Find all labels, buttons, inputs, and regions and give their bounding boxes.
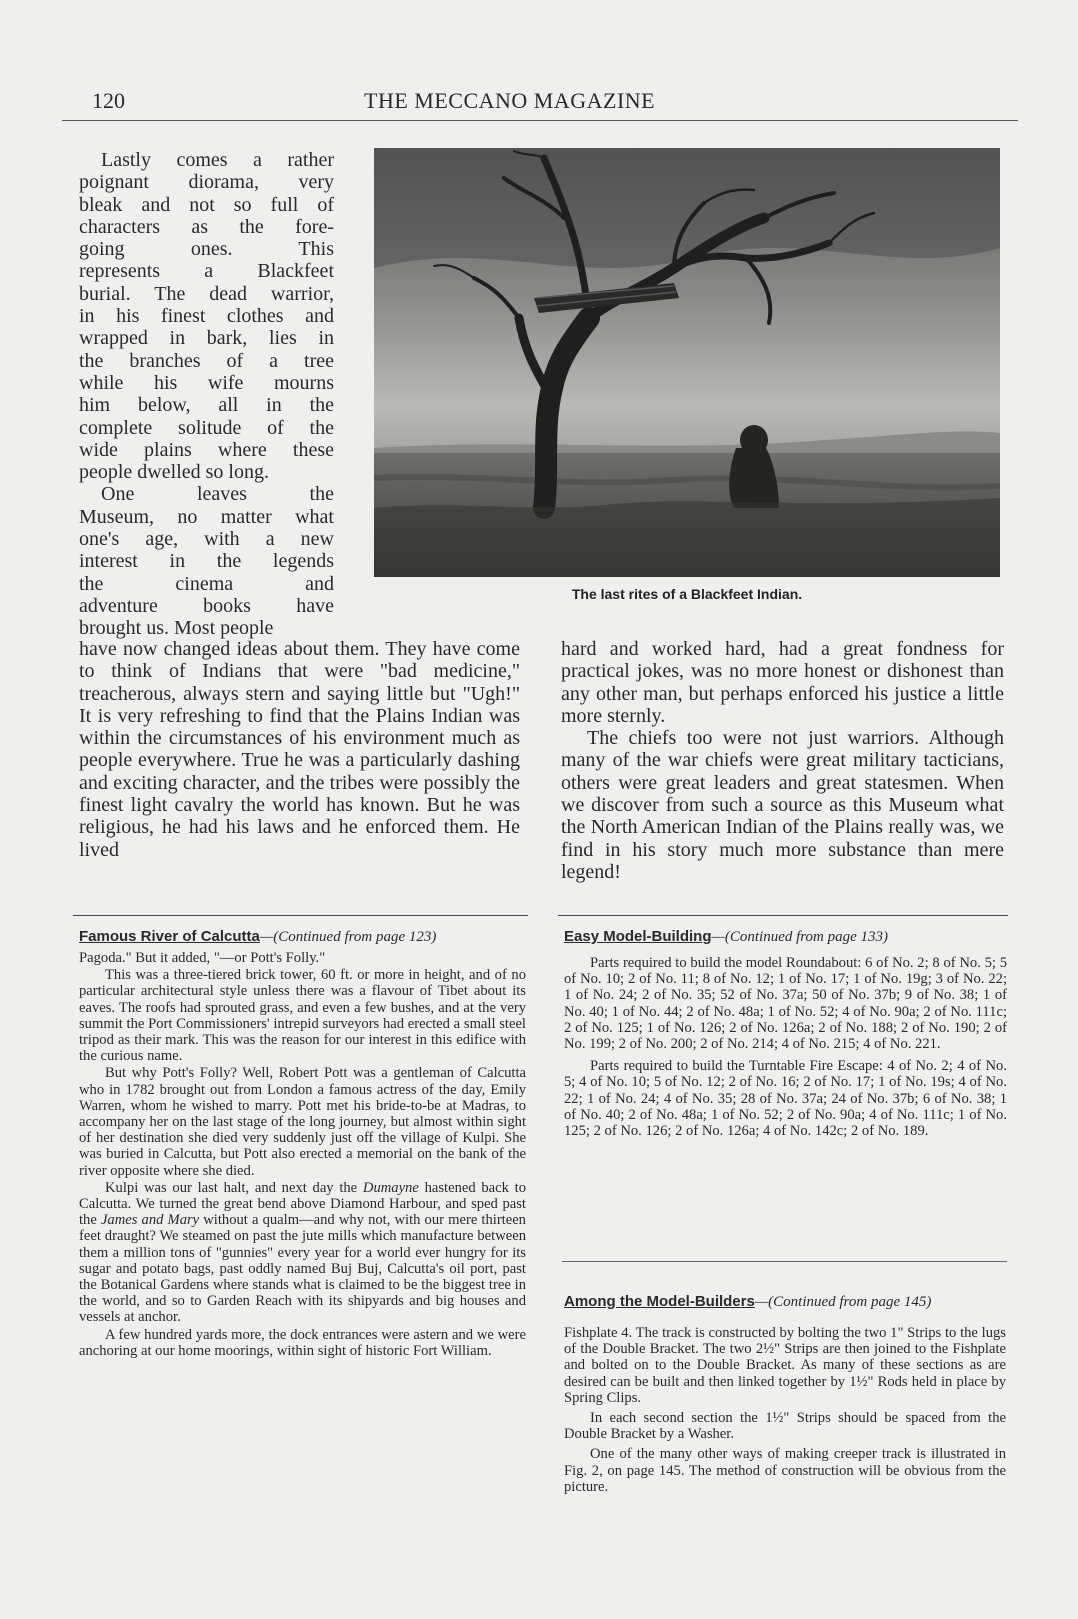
easy-continued-note: —(Continued from page 133) [711,929,889,945]
roundabout-parts-list: Parts required to build the model Roundabout: 6 of No. 2; 8 of No. 5; 5 of No. 10; 2 of No. 11; 8 of No. 12; 1 of No. 17; 1 of No. 19g; 3 of No. 22; 1 of No. 24; 2 of No. 35; 52 of No. 37a; 50 of No. 37b; 9 of No. 38; 1 of No. 40; 1 of No. 44; 2 of No. 48a; 1 of No. 52; 4 of No. 90a; 2 of No. 111c; 2 of No. 125; 1 of No. 126; 2 of No. 126a; 2 of No. 188; 2 of No. 190; 2 of No. 199; 2 of No. 200; 2 of No. 214; 4 of No. 215; 4 of No. 221. [564,955,1007,1053]
among-paragraph-2: In each second section the 1½" Strips should be spaced from the Double Bracket by a Washer. [564,1410,1006,1443]
among-section-body [564,1325,1006,1495]
intro-paragraph-1-line: complete solitude of the [79,416,334,439]
intro-paragraph-1-line: the branches of a tree [79,349,334,372]
among-continued-note: —(Continued from page 145) [754,1294,932,1310]
running-title: THE MECCANO MAGAZINE [364,88,656,113]
intro-paragraph-2-line: One leaves the [101,483,334,506]
right-paragraph-2: The chiefs too were not just warriors. Although many of the war chiefs were great military tacticians, others were great leaders and great statesmen. When we discover from such a source as this Museum what the North American Indian of the Plains really was, we find in his story much more substance than mere legend! [561,727,1004,883]
section-divider-left [73,915,528,916]
section-divider-right-lower [562,1261,1007,1262]
river-paragraph-3: But why Pott's Folly? Well, Robert Pott was a gentleman of Calcutta who in 1782 brought out from London a famous actress of the day, Emily Warren, whom he wished to marry. Pott met his bride-to-be at Madras, to accompany her on the last stage of the long journey, but almost within sight of her destination she died very suddenly just off the village of Kulpi. She was buried in Calcutta, but Pott also erected a memorial on the bank of the river opposite where she died. [79,1065,526,1179]
intro-paragraph-2-line: Museum, no matter what [79,505,334,528]
article-right-column [561,638,1004,883]
easy-section-body [564,955,1007,1139]
ship-name: Dumayne [362,1179,419,1196]
intro-paragraph-1-line: poignant diorama, very [79,171,334,194]
photo-illustration [374,148,1000,577]
intro-paragraph-2-line: interest in the legends [79,550,334,573]
river-paragraph-1: Pagoda." But it added, "—or Pott's Folly." [79,950,326,966]
river-section-title: Famous River of Calcutta [79,928,260,945]
fire-escape-parts-list: Parts required to build the Turntable Fire Escape: 4 of No. 2; 4 of No. 5; 4 of No. 10; 5 of No. 12; 2 of No. 16; 2 of No. 17; 1 of No. 19s; 4 of No. 22; 1 of No. 24; 4 of No. 35; 28 of No. 37a; 24 of No. 37b; 6 of No. 38; 1 of No. 40; 2 of No. 48a; 1 of No. 52; 2 of No. 90a; 4 of No. 111c; 1 of No. 125; 2 of No. 126; 2 of No. 126a; 4 of No. 142c; 2 of No. 189. [564,1058,1007,1140]
intro-paragraph-1-line: wrapped in bark, lies in [79,327,334,350]
blackfeet-burial-photo [374,148,1000,577]
intro-paragraph-2-line: one's age, with a new [79,528,334,551]
intro-paragraph-2-line: adventure books have [79,594,334,617]
intro-paragraph-1-line: in his finest clothes and [79,305,334,328]
easy-section-title: Easy Model-Building [564,928,712,945]
river-paragraph-5: A few hundred yards more, the dock entrances were astern and we were anchoring at our home moorings, within sight of historic Fort William. [79,1326,526,1359]
photo-caption: The last rites of a Blackfeet Indian. [571,586,803,602]
header-rule [62,120,1018,121]
page-number: 120 [92,88,125,113]
intro-paragraph-1-line: while his wife mourns [79,371,334,394]
river-section-heading [79,928,436,946]
easy-section-heading [564,928,888,946]
shoal-name: James and Mary [100,1212,200,1229]
river-continued-note: —(Continued from page 123) [259,929,437,945]
river-p4-text-b: hastened back to Calcutta. We turned the great bend above Diamond Harbour, and sped past the [79,1179,527,1229]
intro-paragraph-1-line: characters as the fore- [79,215,334,238]
among-paragraph-3: One of the many other ways of making creeper track is illustrated in Fig. 2, on page 145. The method of construction will be obvious from the picture. [564,1446,1006,1495]
article-intro-narrow [79,149,334,640]
river-paragraph-4 [79,1180,526,1326]
right-paragraph-1: hard and worked hard, had a great fondness for practical jokes, was no more honest or dishonest than any other man, but perhaps enforced his justice a little more sternly. [561,638,1004,727]
intro-paragraph-1-line: people dwelled so long. [79,461,269,484]
among-section-heading [564,1293,931,1311]
intro-paragraph-1-line: him below, all in the [79,394,334,417]
river-p4-text-c: without a qualm—and why not, with our mere thirteen feet draught? We steamed on past the jute mills which manufacture between them a million tons of "gunnies" every year for a world ever hungry for its sugar and potato bags, past oddly named Buj Buj, Calcutta's oil port, past the Botanical Gardens where stands what is claimed to be the biggest tree in the world, and so to Garden Reach with its shipyards and big houses and vessels at anchor. [79,1212,526,1326]
article-intro-wide [79,638,520,861]
river-paragraph-2: This was a three-tiered brick tower, 60 ft. or more in height, and of no particular architectural style unless there was a flavour of Tibet about its eaves. The roofs had sprouted grass, and even a few bushes, and at the very summit the Port Commissioners' intrepid surveyors had erected a small steel tripod as their mark. This was the reason for our interest in this edifice with the curious name. [79,967,526,1065]
intro-paragraph-1-line: burial. The dead warrior, [79,282,334,305]
intro-paragraph-1-line: represents a Blackfeet [79,260,334,283]
intro-paragraph-1-line: going ones. This [79,238,334,261]
intro-paragraph-2-continued: have now changed ideas about them. They have come to think of Indians that were "bad medicine," treacherous, always stern and saying little but "Ugh!" It is very refreshing to find that the Plains Indian was within the circumstances of his environment much as people everywhere. True he was a particularly dashing and exciting character, and the tribes were possibly the finest light cavalry the world has known. But he was religious, he had his laws and he enforced them. He lived [79,638,520,861]
among-section-title: Among the Model-Builders [564,1293,755,1310]
river-p4-text-a: Kulpi was our last halt, and next day the [105,1179,363,1196]
intro-paragraph-1-line: bleak and not so full of [79,193,334,216]
section-divider-right [558,915,1008,916]
intro-paragraph-1-line: Lastly comes a rather [101,149,334,171]
river-section-body [79,950,526,1359]
among-paragraph-1: Fishplate 4. The track is constructed by bolting the two 1" Strips to the lugs of the Double Bracket. The two 2½" Strips are then joined to the Fishplate and bolted on to the Double Bracket. As many of these sections as are desired can be built and then linked together by 1½" Rods held in place by Spring Clips. [564,1325,1006,1406]
intro-paragraph-2-line: brought us. Most people [79,617,274,640]
intro-paragraph-1-line: wide plains where these [79,438,334,461]
intro-paragraph-2-line: the cinema and [79,572,334,595]
